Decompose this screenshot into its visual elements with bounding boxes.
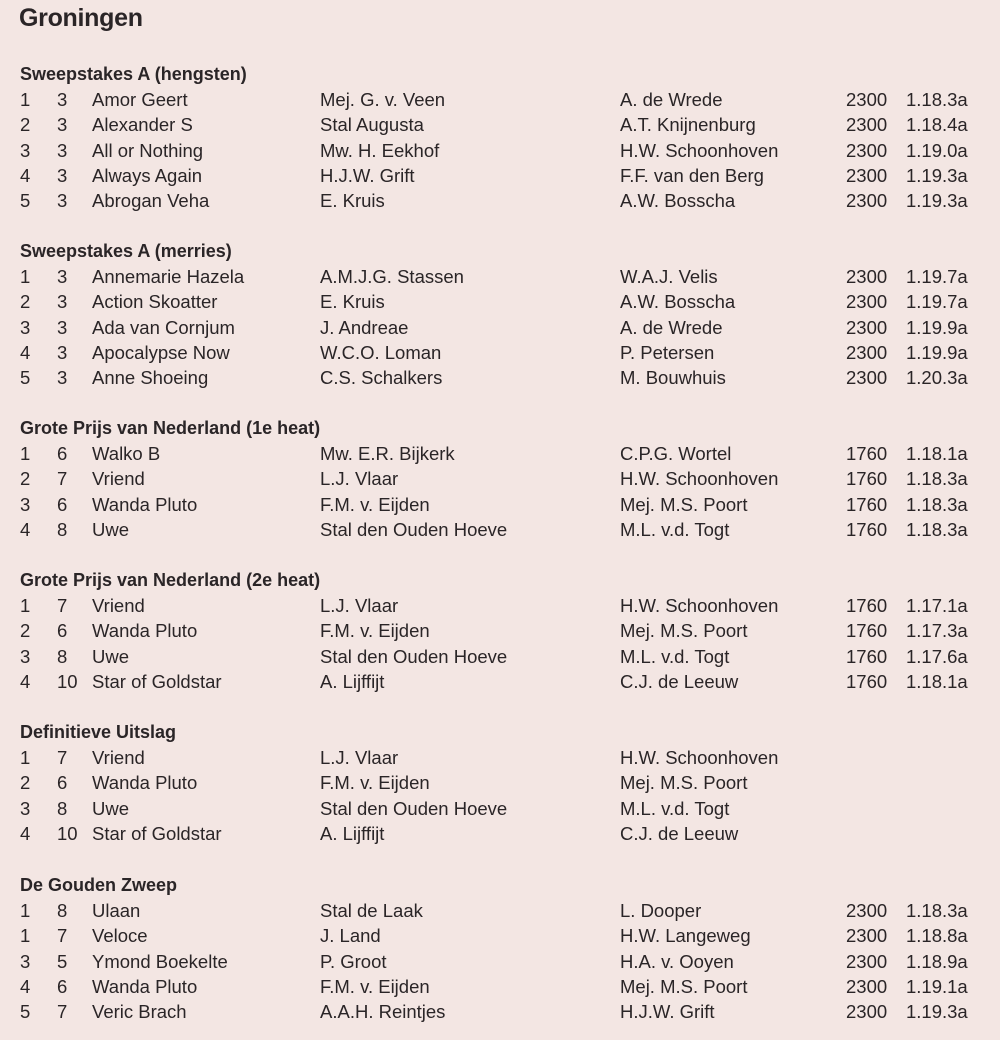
age-cell: 3 (57, 341, 68, 363)
position-cell: 2 (20, 620, 31, 642)
age-cell: 3 (57, 139, 68, 161)
horse-name-cell: Vriend (92, 468, 145, 490)
age-cell: 7 (57, 1001, 68, 1023)
section-title: Sweepstakes A (merries) (20, 241, 232, 261)
section-title: Grote Prijs van Nederland (2e heat) (20, 570, 321, 590)
position-cell: 1 (20, 925, 31, 947)
time-cell: 1.19.7a (906, 291, 968, 313)
driver-cell: H.A. v. Ooyen (620, 950, 734, 972)
owner-cell: Mej. G. v. Veen (320, 89, 446, 110)
horse-name-cell: Vriend (92, 747, 145, 768)
driver-cell: H.W. Schoonhoven (620, 595, 779, 616)
horse-name-cell: Amor Geert (92, 89, 188, 110)
position-cell: 3 (20, 139, 31, 161)
horse-name-cell: Apocalypse Now (92, 341, 230, 363)
time-cell: 1.19.0a (906, 139, 968, 161)
owner-cell: A. Lijffijt (320, 670, 385, 692)
horse-name-cell: Uwe (92, 645, 130, 667)
horse-name-cell: Always Again (92, 164, 203, 186)
horse-name-cell: Veloce (92, 925, 148, 947)
time-cell: 1.18.1a (906, 443, 968, 464)
time-cell: 1.19.3a (906, 190, 968, 212)
age-cell: 7 (57, 747, 68, 768)
driver-cell: H.J.W. Grift (620, 1001, 715, 1023)
owner-cell: P. Groot (320, 950, 387, 972)
result-row (0, 671, 1000, 696)
result-row (0, 798, 1000, 823)
distance-cell: 1760 (846, 443, 888, 464)
horse-name-cell: Ymond Boekelte (92, 950, 228, 972)
driver-cell: A.W. Bosscha (620, 291, 736, 313)
owner-cell: A. Lijffijt (320, 822, 385, 844)
result-row (0, 494, 1000, 519)
result-row (0, 266, 1000, 291)
age-cell: 3 (57, 89, 68, 110)
position-cell: 1 (20, 747, 31, 768)
result-row (0, 317, 1000, 342)
driver-cell: C.J. de Leeuw (620, 670, 739, 692)
horse-name-cell: Vriend (92, 595, 145, 616)
driver-cell: M.L. v.d. Togt (620, 797, 730, 819)
age-cell: 8 (57, 518, 68, 540)
distance-cell: 2300 (846, 1001, 888, 1023)
owner-cell: L.J. Vlaar (320, 595, 399, 616)
result-row (0, 595, 1000, 620)
time-cell: 1.17.1a (906, 595, 968, 616)
owner-cell: C.S. Schalkers (320, 367, 443, 389)
distance-cell: 2300 (846, 975, 888, 997)
distance-cell: 1760 (846, 620, 888, 642)
result-row (0, 976, 1000, 1001)
time-cell: 1.19.9a (906, 341, 968, 363)
age-cell: 3 (57, 164, 68, 186)
distance-cell: 2300 (846, 341, 888, 363)
owner-cell: E. Kruis (320, 190, 385, 212)
position-cell: 2 (20, 468, 31, 490)
time-cell: 1.17.3a (906, 620, 968, 642)
age-cell: 3 (57, 266, 68, 287)
owner-cell: H.J.W. Grift (320, 164, 415, 186)
age-cell: 10 (57, 822, 78, 844)
distance-cell: 2300 (846, 950, 888, 972)
position-cell: 4 (20, 975, 31, 997)
position-cell: 2 (20, 772, 31, 794)
position-cell: 2 (20, 114, 31, 136)
time-cell: 1.18.3a (906, 900, 968, 921)
distance-cell: 2300 (846, 291, 888, 313)
time-cell: 1.18.3a (906, 89, 968, 110)
age-cell: 8 (57, 797, 68, 819)
distance-cell: 2300 (846, 367, 888, 389)
position-cell: 2 (20, 291, 31, 313)
time-cell: 1.18.3a (906, 518, 968, 540)
position-cell: 3 (20, 797, 31, 819)
driver-cell: A.W. Bosscha (620, 190, 736, 212)
horse-name-cell: Action Skoatter (92, 291, 218, 313)
owner-cell: Mw. H. Eekhof (320, 139, 440, 161)
driver-cell: C.J. de Leeuw (620, 822, 739, 844)
driver-cell: H.W. Langeweg (620, 925, 751, 947)
owner-cell: A.M.J.G. Stassen (320, 266, 464, 287)
age-cell: 7 (57, 468, 68, 490)
driver-cell: A.T. Knijnenburg (620, 114, 756, 136)
owner-cell: Stal den Ouden Hoeve (320, 518, 508, 540)
driver-cell: W.A.J. Velis (620, 266, 718, 287)
owner-cell: F.M. v. Eijden (320, 975, 430, 997)
distance-cell: 2300 (846, 190, 888, 212)
horse-name-cell: Veric Brach (92, 1001, 187, 1023)
driver-cell: M.L. v.d. Togt (620, 518, 730, 540)
section-title: Definitieve Uitslag (20, 722, 177, 742)
age-cell: 6 (57, 620, 68, 642)
result-row (0, 140, 1000, 165)
horse-name-cell: All or Nothing (92, 139, 204, 161)
time-cell: 1.19.1a (906, 975, 968, 997)
driver-cell: A. de Wrede (620, 316, 723, 338)
distance-cell: 2300 (846, 164, 888, 186)
time-cell: 1.19.7a (906, 266, 968, 287)
result-row (0, 342, 1000, 367)
driver-cell: F.F. van den Berg (620, 164, 764, 186)
time-cell: 1.18.1a (906, 670, 968, 692)
driver-cell: A. de Wrede (620, 89, 723, 110)
result-row (0, 646, 1000, 671)
distance-cell: 2300 (846, 900, 888, 921)
driver-cell: Mej. M.S. Poort (620, 620, 748, 642)
position-cell: 5 (20, 1001, 31, 1023)
driver-cell: L. Dooper (620, 900, 702, 921)
age-cell: 3 (57, 291, 68, 313)
horse-name-cell: Alexander S (92, 114, 193, 136)
age-cell: 6 (57, 975, 68, 997)
owner-cell: F.M. v. Eijden (320, 772, 430, 794)
horse-name-cell: Walko B (92, 443, 161, 464)
driver-cell: P. Petersen (620, 341, 715, 363)
position-cell: 5 (20, 190, 31, 212)
result-row (0, 291, 1000, 316)
age-cell: 7 (57, 595, 68, 616)
driver-cell: M.L. v.d. Togt (620, 645, 730, 667)
age-cell: 10 (57, 670, 78, 692)
page-title: Groningen (19, 4, 143, 32)
owner-cell: Stal den Ouden Hoeve (320, 797, 508, 819)
age-cell: 3 (57, 190, 68, 212)
distance-cell: 2300 (846, 316, 888, 338)
position-cell: 4 (20, 341, 31, 363)
horse-name-cell: Anne Shoeing (92, 367, 209, 389)
time-cell: 1.19.3a (906, 164, 968, 186)
section-title: Grote Prijs van Nederland (1e heat) (20, 418, 321, 438)
age-cell: 3 (57, 367, 68, 389)
age-cell: 7 (57, 925, 68, 947)
result-row (0, 190, 1000, 215)
result-row (0, 367, 1000, 392)
age-cell: 6 (57, 443, 68, 464)
age-cell: 3 (57, 114, 68, 136)
driver-cell: Mej. M.S. Poort (620, 772, 748, 794)
result-row (0, 951, 1000, 976)
driver-cell: M. Bouwhuis (620, 367, 726, 389)
age-cell: 3 (57, 316, 68, 338)
position-cell: 1 (20, 443, 31, 464)
horse-name-cell: Wanda Pluto (92, 975, 198, 997)
time-cell: 1.19.3a (906, 1001, 968, 1023)
owner-cell: W.C.O. Loman (320, 341, 442, 363)
position-cell: 5 (20, 367, 31, 389)
section-title: De Gouden Zweep (20, 875, 178, 895)
distance-cell: 2300 (846, 925, 888, 947)
horse-name-cell: Uwe (92, 797, 130, 819)
result-row (0, 823, 1000, 848)
age-cell: 8 (57, 900, 68, 921)
horse-name-cell: Ulaan (92, 900, 141, 921)
position-cell: 1 (20, 900, 31, 921)
time-cell: 1.18.3a (906, 468, 968, 490)
driver-cell: C.P.G. Wortel (620, 443, 732, 464)
horse-name-cell: Uwe (92, 518, 130, 540)
owner-cell: Stal Augusta (320, 114, 424, 136)
distance-cell: 2300 (846, 266, 888, 287)
owner-cell: L.J. Vlaar (320, 747, 399, 768)
horse-name-cell: Wanda Pluto (92, 620, 198, 642)
time-cell: 1.18.4a (906, 114, 968, 136)
time-cell: 1.18.9a (906, 950, 968, 972)
owner-cell: L.J. Vlaar (320, 468, 399, 490)
horse-name-cell: Annemarie Hazela (92, 266, 245, 287)
age-cell: 8 (57, 645, 68, 667)
driver-cell: H.W. Schoonhoven (620, 747, 779, 768)
position-cell: 4 (20, 670, 31, 692)
owner-cell: Stal de Laak (320, 900, 423, 921)
result-row (0, 925, 1000, 950)
result-row (0, 114, 1000, 139)
position-cell: 4 (20, 164, 31, 186)
result-row (0, 1001, 1000, 1026)
owner-cell: Mw. E.R. Bijkerk (320, 443, 455, 464)
result-row (0, 772, 1000, 797)
age-cell: 5 (57, 950, 68, 972)
owner-cell: F.M. v. Eijden (320, 493, 430, 515)
time-cell: 1.20.3a (906, 367, 968, 389)
section-title: Sweepstakes A (hengsten) (20, 64, 247, 84)
result-row (0, 443, 1000, 468)
owner-cell: J. Land (320, 925, 381, 947)
position-cell: 4 (20, 518, 31, 540)
horse-name-cell: Star of Goldstar (92, 822, 222, 844)
position-cell: 4 (20, 822, 31, 844)
position-cell: 3 (20, 645, 31, 667)
position-cell: 1 (20, 89, 31, 110)
distance-cell: 2300 (846, 139, 888, 161)
distance-cell: 1760 (846, 493, 888, 515)
result-row (0, 468, 1000, 493)
distance-cell: 1760 (846, 518, 888, 540)
distance-cell: 1760 (846, 670, 888, 692)
position-cell: 3 (20, 493, 31, 515)
distance-cell: 1760 (846, 645, 888, 667)
owner-cell: F.M. v. Eijden (320, 620, 430, 642)
driver-cell: Mej. M.S. Poort (620, 975, 748, 997)
driver-cell: H.W. Schoonhoven (620, 468, 779, 490)
result-row (0, 900, 1000, 925)
owner-cell: E. Kruis (320, 291, 385, 313)
distance-cell: 2300 (846, 89, 888, 110)
time-cell: 1.17.6a (906, 645, 968, 667)
time-cell: 1.18.8a (906, 925, 968, 947)
driver-cell: Mej. M.S. Poort (620, 493, 748, 515)
horse-name-cell: Wanda Pluto (92, 772, 198, 794)
driver-cell: H.W. Schoonhoven (620, 139, 779, 161)
result-row (0, 89, 1000, 114)
time-cell: 1.19.9a (906, 316, 968, 338)
result-row (0, 620, 1000, 645)
result-row (0, 747, 1000, 772)
age-cell: 6 (57, 772, 68, 794)
owner-cell: A.A.H. Reintjes (320, 1001, 446, 1023)
distance-cell: 1760 (846, 468, 888, 490)
age-cell: 6 (57, 493, 68, 515)
horse-name-cell: Abrogan Veha (92, 190, 210, 212)
position-cell: 1 (20, 595, 31, 616)
owner-cell: J. Andreae (320, 316, 409, 338)
owner-cell: Stal den Ouden Hoeve (320, 645, 508, 667)
horse-name-cell: Ada van Cornjum (92, 316, 235, 338)
horse-name-cell: Star of Goldstar (92, 670, 222, 692)
time-cell: 1.18.3a (906, 493, 968, 515)
distance-cell: 1760 (846, 595, 888, 616)
position-cell: 3 (20, 316, 31, 338)
distance-cell: 2300 (846, 114, 888, 136)
position-cell: 3 (20, 950, 31, 972)
result-row (0, 519, 1000, 544)
horse-name-cell: Wanda Pluto (92, 493, 198, 515)
position-cell: 1 (20, 266, 31, 287)
result-row (0, 165, 1000, 190)
